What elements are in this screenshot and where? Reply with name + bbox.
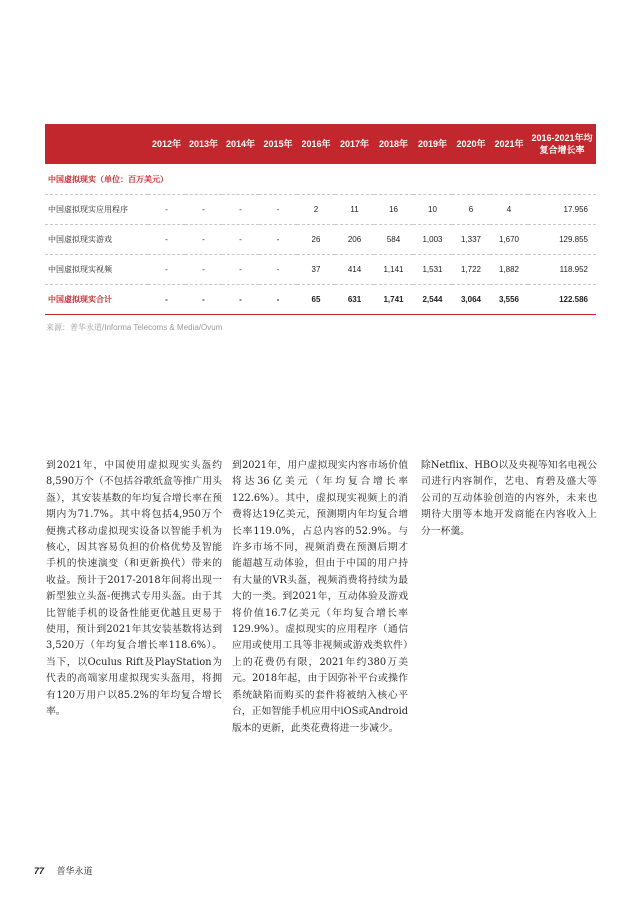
header-label-cell bbox=[45, 124, 148, 164]
table-cell: 11 bbox=[335, 195, 374, 225]
table-cell: - bbox=[222, 225, 259, 255]
table-cell: 1,141 bbox=[374, 255, 413, 285]
table-cell: - bbox=[148, 225, 185, 255]
table-cell: - bbox=[185, 225, 222, 255]
row-label: 中国虚拟现实游戏 bbox=[45, 225, 148, 255]
table-cell: 37 bbox=[297, 255, 335, 285]
table-row bbox=[45, 255, 596, 285]
table-cell-cagr: 129.855 bbox=[528, 225, 596, 255]
table-row bbox=[45, 195, 596, 225]
header-year: 2012年 bbox=[151, 139, 182, 149]
table-cell: 1,882 bbox=[490, 255, 528, 285]
table-cell: - bbox=[185, 255, 222, 285]
row-label: 中国虚拟现实视频 bbox=[45, 255, 148, 285]
table-cell: - bbox=[222, 285, 259, 315]
table-cell: - bbox=[259, 285, 297, 315]
table-cell: - bbox=[185, 285, 222, 315]
header-year: 2019年 bbox=[417, 139, 448, 149]
table-cell: 16 bbox=[374, 195, 413, 225]
section-row bbox=[45, 164, 596, 195]
table-cell: - bbox=[185, 195, 222, 225]
table-cell: 26 bbox=[297, 225, 335, 255]
header-year: 2021年 bbox=[494, 139, 524, 149]
header-year: 2013年 bbox=[188, 139, 219, 149]
table-cell: 2,544 bbox=[413, 285, 452, 315]
table-cell: 3,556 bbox=[490, 285, 528, 315]
table-cell: 414 bbox=[335, 255, 374, 285]
table-cell: - bbox=[148, 285, 185, 315]
table-cell: - bbox=[259, 195, 297, 225]
table-header-row bbox=[45, 124, 596, 164]
table-row bbox=[45, 225, 596, 255]
table-cell: 206 bbox=[335, 225, 374, 255]
table-source-note: 来源：普华永道/Informa Telecoms & Media/Ovum bbox=[46, 323, 223, 332]
table-cell: 584 bbox=[374, 225, 413, 255]
body-column-3: 除Netflix、HBO以及央视等知名电视公司进行内容制作，艺电、育碧及盛大等公司的互动体验创造的内容外，未来也期待大朋等本地开发商能在内容收入上分一杯羹。 bbox=[421, 460, 597, 537]
header-cagr: 2016-2021年均复合增长率 bbox=[531, 133, 593, 155]
table-cell: 631 bbox=[335, 285, 374, 315]
table-cell: 4 bbox=[490, 195, 528, 225]
table-cell-cagr: 118.952 bbox=[528, 255, 596, 285]
header-year: 2020年 bbox=[456, 139, 486, 149]
table-cell: 1,741 bbox=[374, 285, 413, 315]
table-cell: 1,003 bbox=[413, 225, 452, 255]
table-cell: 1,722 bbox=[452, 255, 490, 285]
table-cell: 10 bbox=[413, 195, 452, 225]
row-label: 中国虚拟现实应用程序 bbox=[45, 195, 148, 225]
section-title: 中国虚拟现实（单位：百万美元） bbox=[45, 164, 596, 195]
page-footer bbox=[34, 864, 93, 877]
table-cell: 3,064 bbox=[452, 285, 490, 315]
table-cell: 1,337 bbox=[452, 225, 490, 255]
body-column-1: 到2021年，中国使用虚拟现实头盔约8,590万个（不包括谷歌纸盒等推广用头盔），其安装基数的年均复合增长率在预期内为71.7%。其中将包括4,950万个便携式移动虚拟现实设备以智能手机为核心，因其容易负担的价格优势及智能手机的快速演变（和更新换代）带来的收益。预计于2017-2018年间将出现一新型独立头盔-便携式专用头盔。由于其比智能手机的设备性能更优越且更易于使用，预计到2021年其安装基数将达到3,520万（年均复合增长率118.6%）。当下，以Oculus Rift及PlayStation为代表的高端家用虚拟现实头盔用，将拥有120万用户以85.2%的年均复合增长率。 bbox=[46, 460, 222, 718]
header-year: 2018年 bbox=[378, 139, 409, 149]
header-year: 2016年 bbox=[301, 139, 331, 149]
body-column-2: 到2021年，用户虚拟现实内容市场价值将达36亿美元（年均复合增长率122.6%）。其中，虚拟现实视频上的消费将达19亿美元，预测期内年均复合增长率119.0%，占总内容的52.9%。与许多市场不同，视频消费在预测后期才能超越互动体验，但由于中国的用户持有大量的VR头盔，视频消费将持续为最大的一类。到2021年，互动体验及游戏将价值16.7亿美元（年均复合增长率129.9%）。虚拟现实的应用程序（通信应用或使用工具等非视频或游戏类软件）上的花费仍有限，2021年约380万美元。2018年起，由于因弥补平台或操作系统缺陷而购买的套件将被纳入核心平台，正如智能手机应用中iOS或Android版本的更新，此类花费将进一步减少。 bbox=[232, 460, 408, 734]
table-cell: - bbox=[259, 225, 297, 255]
table-cell: 2 bbox=[297, 195, 335, 225]
table-cell: - bbox=[222, 195, 259, 225]
table-cell: 1,670 bbox=[490, 225, 528, 255]
total-row bbox=[45, 285, 596, 315]
total-label: 中国虚拟现实合计 bbox=[45, 285, 148, 315]
page-number: 77 bbox=[34, 866, 45, 876]
table-cell: - bbox=[148, 195, 185, 225]
footer-brand: 普华永道 bbox=[56, 866, 93, 876]
vr-market-table bbox=[45, 124, 596, 315]
table-cell: 1,531 bbox=[413, 255, 452, 285]
table-cell: - bbox=[222, 255, 259, 285]
header-year: 2014年 bbox=[225, 139, 256, 149]
header-year: 2015年 bbox=[263, 139, 293, 149]
header-year: 2017年 bbox=[339, 139, 370, 149]
table-cell: - bbox=[148, 255, 185, 285]
table-cell-cagr: 122.586 bbox=[528, 285, 596, 315]
table-cell: 65 bbox=[297, 285, 335, 315]
table-cell-cagr: 17.956 bbox=[528, 195, 596, 225]
table-cell: - bbox=[259, 255, 297, 285]
table-cell: 6 bbox=[452, 195, 490, 225]
